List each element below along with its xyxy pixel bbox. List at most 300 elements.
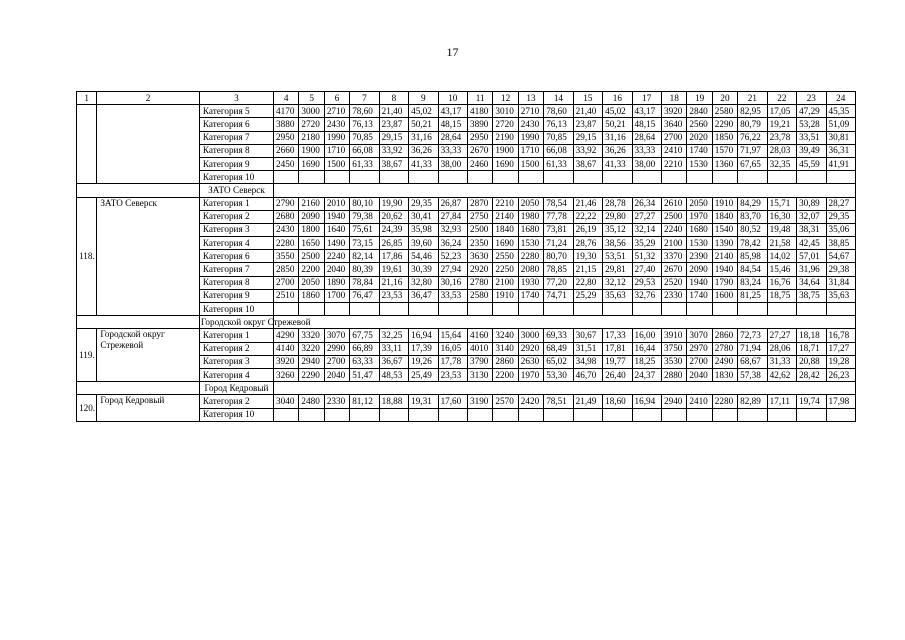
value-cell: 28,42 (797, 368, 826, 381)
value-cell: 2040 (324, 368, 349, 381)
value-cell: 2940 (299, 355, 324, 368)
section-row (77, 316, 856, 329)
value-cell (687, 171, 712, 184)
value-cell: 34,98 (573, 355, 602, 368)
value-cell: 30,16 (438, 276, 467, 289)
value-cell: 35,29 (632, 237, 661, 250)
value-cell: 17,11 (767, 395, 796, 408)
column-header: 12 (493, 92, 518, 105)
value-cell: 76,13 (544, 118, 573, 131)
value-cell: 1490 (324, 237, 349, 250)
value-cell: 43,17 (438, 105, 467, 118)
value-cell: 17,86 (379, 250, 408, 263)
value-cell: 2710 (518, 105, 543, 118)
value-cell: 2190 (493, 131, 518, 144)
value-cell: 19,77 (603, 355, 632, 368)
value-cell: 32,12 (603, 276, 632, 289)
value-cell: 71,97 (738, 144, 767, 157)
value-cell: 2790 (274, 197, 299, 210)
value-cell: 63,33 (350, 355, 379, 368)
value-cell: 2290 (712, 118, 737, 131)
value-cell: 23,53 (379, 289, 408, 302)
value-cell: 53,51 (603, 250, 632, 263)
value-cell: 17,33 (603, 329, 632, 342)
value-cell: 2660 (274, 144, 299, 157)
column-header: 18 (662, 92, 687, 105)
value-cell: 2350 (468, 237, 493, 250)
value-cell: 54,67 (826, 250, 855, 263)
value-cell (518, 303, 543, 316)
value-cell: 2680 (274, 210, 299, 223)
value-cell: 18,60 (603, 395, 632, 408)
value-cell (274, 408, 299, 421)
value-cell: 15,64 (438, 329, 467, 342)
value-cell: 81,12 (350, 395, 379, 408)
value-cell: 66,08 (544, 144, 573, 157)
value-cell: 70,85 (544, 131, 573, 144)
category-label: Категория 8 (199, 276, 273, 289)
column-header: 3 (199, 92, 273, 105)
value-cell (767, 171, 796, 184)
column-header: 17 (632, 92, 661, 105)
value-cell: 2330 (662, 289, 687, 302)
value-cell: 31,51 (573, 342, 602, 355)
value-cell (544, 408, 573, 421)
value-cell: 2240 (662, 223, 687, 236)
section-spacer (77, 316, 200, 329)
column-header: 6 (324, 92, 349, 105)
value-cell: 21,49 (573, 395, 602, 408)
value-cell: 3000 (518, 329, 543, 342)
value-cell (299, 408, 324, 421)
value-cell (274, 171, 299, 184)
value-cell: 1930 (518, 276, 543, 289)
value-cell: 4180 (468, 105, 493, 118)
value-cell: 30,81 (826, 131, 855, 144)
value-cell: 35,12 (603, 223, 632, 236)
value-cell: 1570 (712, 144, 737, 157)
value-cell: 1740 (518, 289, 543, 302)
value-cell: 2670 (468, 144, 493, 157)
value-cell (797, 408, 826, 421)
value-cell: 78,60 (544, 105, 573, 118)
value-cell: 28,64 (632, 131, 661, 144)
column-header: 10 (438, 92, 467, 105)
table-row (77, 329, 856, 342)
value-cell: 16,30 (767, 210, 796, 223)
value-cell (324, 408, 349, 421)
value-cell: 3260 (274, 368, 299, 381)
value-cell: 48,53 (379, 368, 408, 381)
value-cell: 38,67 (573, 157, 602, 170)
value-cell (493, 171, 518, 184)
value-cell: 3890 (468, 118, 493, 131)
value-cell: 41,33 (603, 157, 632, 170)
value-cell: 2580 (712, 105, 737, 118)
category-label: Категория 1 (199, 197, 273, 210)
value-cell: 31,16 (603, 131, 632, 144)
value-cell: 1540 (712, 223, 737, 236)
value-cell (544, 171, 573, 184)
value-cell: 2700 (324, 355, 349, 368)
value-cell (712, 303, 737, 316)
value-cell (603, 303, 632, 316)
value-cell: 26,34 (632, 197, 661, 210)
value-cell: 2050 (518, 197, 543, 210)
row-number: 118. (77, 197, 97, 316)
data-table (76, 91, 856, 422)
value-cell: 2410 (662, 144, 687, 157)
value-cell: 2450 (274, 157, 299, 170)
value-cell: 51,32 (632, 250, 661, 263)
value-cell (544, 303, 573, 316)
value-cell: 45,59 (797, 157, 826, 170)
value-cell (767, 303, 796, 316)
row-number: 120. (77, 395, 97, 421)
value-cell: 2050 (299, 276, 324, 289)
section-spacer (274, 184, 856, 197)
value-cell: 1530 (687, 237, 712, 250)
value-cell: 2750 (468, 210, 493, 223)
value-cell: 45,02 (409, 105, 438, 118)
value-cell: 31,16 (409, 131, 438, 144)
value-cell: 78,84 (350, 276, 379, 289)
value-cell: 19,26 (409, 355, 438, 368)
value-cell: 38,75 (797, 289, 826, 302)
municipality-name: Город Кедровый (97, 395, 200, 421)
value-cell: 1910 (493, 289, 518, 302)
value-cell (468, 171, 493, 184)
value-cell: 3220 (299, 342, 324, 355)
value-cell: 68,49 (544, 342, 573, 355)
value-cell: 3070 (324, 329, 349, 342)
value-cell: 69,33 (544, 329, 573, 342)
value-cell: 2710 (324, 105, 349, 118)
value-cell (632, 171, 661, 184)
section-title: ЗАТО Северск (199, 184, 273, 197)
category-label: Категория 2 (199, 210, 273, 223)
row-number: 119. (77, 329, 97, 382)
value-cell: 1910 (712, 197, 737, 210)
value-cell: 1530 (518, 237, 543, 250)
value-cell: 41,91 (826, 157, 855, 170)
value-cell: 27,27 (632, 210, 661, 223)
value-cell (493, 408, 518, 421)
value-cell: 2280 (518, 250, 543, 263)
value-cell: 83,24 (738, 276, 767, 289)
value-cell: 35,06 (826, 223, 855, 236)
value-cell: 26,19 (573, 223, 602, 236)
value-cell (274, 303, 299, 316)
value-cell: 28,76 (573, 237, 602, 250)
value-cell: 1940 (712, 263, 737, 276)
value-cell: 4160 (468, 329, 493, 342)
value-cell: 1990 (518, 131, 543, 144)
value-cell: 2970 (687, 342, 712, 355)
category-label: Категория 3 (199, 223, 273, 236)
value-cell (662, 171, 687, 184)
value-cell: 80,39 (350, 263, 379, 276)
value-cell: 3630 (468, 250, 493, 263)
value-cell: 61,33 (544, 157, 573, 170)
value-cell (826, 303, 855, 316)
value-cell: 1800 (299, 223, 324, 236)
value-cell: 3370 (662, 250, 687, 263)
value-cell: 32,35 (767, 157, 796, 170)
value-cell: 17,05 (767, 105, 796, 118)
value-cell: 19,48 (767, 223, 796, 236)
value-cell (712, 171, 737, 184)
value-cell: 33,11 (379, 342, 408, 355)
column-header: 19 (687, 92, 712, 105)
value-cell: 25,49 (409, 368, 438, 381)
value-cell: 18,25 (632, 355, 661, 368)
value-cell: 2140 (712, 250, 737, 263)
value-cell: 3000 (299, 105, 324, 118)
column-header: 23 (797, 92, 826, 105)
value-cell: 73,81 (544, 223, 573, 236)
table-header-row (77, 92, 856, 105)
value-cell (350, 408, 379, 421)
value-cell: 31,96 (797, 263, 826, 276)
value-cell: 80,79 (738, 118, 767, 131)
value-cell: 3130 (468, 368, 493, 381)
value-cell: 26,85 (379, 237, 408, 250)
value-cell: 15,71 (767, 197, 796, 210)
value-cell: 20,62 (379, 210, 408, 223)
value-cell: 28,03 (767, 144, 796, 157)
value-cell: 2430 (518, 118, 543, 131)
value-cell (518, 171, 543, 184)
value-cell: 41,33 (409, 157, 438, 170)
value-cell: 2420 (518, 395, 543, 408)
municipality-name: ЗАТО Северск (97, 197, 200, 316)
value-cell: 2210 (662, 157, 687, 170)
value-cell: 4140 (274, 342, 299, 355)
value-cell: 33,92 (379, 144, 408, 157)
value-cell (350, 303, 379, 316)
value-cell (603, 408, 632, 421)
value-cell: 2100 (662, 237, 687, 250)
value-cell: 33,51 (797, 131, 826, 144)
value-cell: 3790 (468, 355, 493, 368)
page-number: 17 (446, 45, 459, 59)
value-cell: 4170 (274, 105, 299, 118)
value-cell (299, 171, 324, 184)
value-cell: 16,76 (767, 276, 796, 289)
value-cell: 84,29 (738, 197, 767, 210)
value-cell: 76,47 (350, 289, 379, 302)
value-cell: 48,15 (438, 118, 467, 131)
value-cell: 2610 (662, 197, 687, 210)
value-cell: 33,33 (632, 144, 661, 157)
table-row (77, 395, 856, 408)
column-header: 4 (274, 92, 299, 105)
row-number (77, 105, 97, 184)
value-cell (632, 408, 661, 421)
value-cell: 30,89 (797, 197, 826, 210)
section-row (77, 184, 856, 197)
value-cell: 71,24 (544, 237, 573, 250)
value-cell: 2990 (324, 342, 349, 355)
value-cell: 2950 (274, 131, 299, 144)
value-cell: 66,08 (350, 144, 379, 157)
value-cell (662, 303, 687, 316)
value-cell (409, 303, 438, 316)
value-cell: 2940 (662, 395, 687, 408)
value-cell: 2140 (493, 210, 518, 223)
value-cell: 3910 (662, 329, 687, 342)
category-label: Категория 9 (199, 289, 273, 302)
value-cell (379, 408, 408, 421)
value-cell (379, 303, 408, 316)
value-cell: 76,13 (350, 118, 379, 131)
value-cell: 70,85 (350, 131, 379, 144)
value-cell: 24,37 (632, 368, 661, 381)
value-cell (379, 171, 408, 184)
value-cell: 74,71 (544, 289, 573, 302)
value-cell: 16,94 (632, 395, 661, 408)
value-cell (738, 408, 767, 421)
value-cell: 1390 (712, 237, 737, 250)
value-cell: 1680 (518, 223, 543, 236)
value-cell: 45,35 (826, 105, 855, 118)
value-cell: 23,87 (573, 118, 602, 131)
value-cell (573, 171, 602, 184)
value-cell: 2250 (493, 263, 518, 276)
value-cell: 2840 (687, 105, 712, 118)
category-label: Категория 7 (199, 131, 273, 144)
value-cell: 27,27 (767, 329, 796, 342)
value-cell: 29,35 (826, 210, 855, 223)
value-cell: 1860 (299, 289, 324, 302)
value-cell: 38,31 (797, 223, 826, 236)
value-cell: 2240 (324, 250, 349, 263)
value-cell: 1530 (687, 157, 712, 170)
value-cell: 53,30 (544, 368, 573, 381)
value-cell: 2870 (468, 197, 493, 210)
value-cell: 30,67 (573, 329, 602, 342)
value-cell: 30,39 (409, 263, 438, 276)
value-cell (797, 171, 826, 184)
value-cell: 20,88 (797, 355, 826, 368)
value-cell: 4010 (468, 342, 493, 355)
value-cell: 42,45 (797, 237, 826, 250)
value-cell: 31,33 (767, 355, 796, 368)
value-cell: 1650 (299, 237, 324, 250)
value-cell: 1740 (687, 289, 712, 302)
value-cell: 1830 (712, 368, 737, 381)
section-spacer (77, 382, 200, 395)
value-cell: 23,78 (767, 131, 796, 144)
value-cell: 24,39 (379, 223, 408, 236)
value-cell: 2780 (712, 342, 737, 355)
column-header: 15 (573, 92, 602, 105)
value-cell: 2080 (518, 263, 543, 276)
value-cell: 79,38 (350, 210, 379, 223)
value-cell: 2880 (662, 368, 687, 381)
value-cell: 1690 (493, 157, 518, 170)
value-cell: 2700 (687, 355, 712, 368)
value-cell: 78,60 (350, 105, 379, 118)
value-cell: 1740 (687, 144, 712, 157)
value-cell: 2410 (687, 395, 712, 408)
value-cell: 31,84 (826, 276, 855, 289)
value-cell: 33,92 (573, 144, 602, 157)
value-cell: 2850 (274, 263, 299, 276)
value-cell: 36,67 (379, 355, 408, 368)
value-cell: 28,64 (438, 131, 467, 144)
value-cell (299, 303, 324, 316)
value-cell: 2630 (518, 355, 543, 368)
category-label: Категория 6 (199, 118, 273, 131)
value-cell: 18,75 (767, 289, 796, 302)
value-cell: 39,60 (409, 237, 438, 250)
value-cell (797, 303, 826, 316)
value-cell (438, 408, 467, 421)
value-cell: 38,00 (632, 157, 661, 170)
value-cell: 1850 (712, 131, 737, 144)
value-cell (409, 408, 438, 421)
value-cell: 47,29 (797, 105, 826, 118)
column-header: 16 (603, 92, 632, 105)
value-cell: 2500 (468, 223, 493, 236)
value-cell: 1940 (687, 276, 712, 289)
section-spacer (77, 184, 200, 197)
value-cell: 51,09 (826, 118, 855, 131)
category-label: Категория 7 (199, 263, 273, 276)
value-cell: 46,70 (573, 368, 602, 381)
column-header: 8 (379, 92, 408, 105)
value-cell (324, 171, 349, 184)
value-cell: 35,63 (603, 289, 632, 302)
section-title: Городской округ Стрежевой (199, 316, 273, 329)
value-cell: 32,76 (632, 289, 661, 302)
category-label: Категория 5 (199, 105, 273, 118)
value-cell (767, 408, 796, 421)
value-cell: 21,15 (573, 263, 602, 276)
value-cell: 21,16 (379, 276, 408, 289)
category-label: Категория 8 (199, 144, 273, 157)
value-cell: 19,28 (826, 355, 855, 368)
value-cell: 33,53 (438, 289, 467, 302)
value-cell: 1690 (299, 157, 324, 170)
value-cell: 2390 (687, 250, 712, 263)
value-cell: 29,15 (379, 131, 408, 144)
municipality-name: Городской округ Стрежевой (97, 329, 200, 382)
value-cell (687, 303, 712, 316)
value-cell: 28,06 (767, 342, 796, 355)
value-cell: 19,21 (767, 118, 796, 131)
value-cell: 32,25 (379, 329, 408, 342)
value-cell (438, 171, 467, 184)
value-cell: 72,73 (738, 329, 767, 342)
value-cell (632, 303, 661, 316)
value-cell: 32,80 (409, 276, 438, 289)
value-cell: 2200 (493, 368, 518, 381)
value-cell: 1680 (687, 223, 712, 236)
value-cell: 65,02 (544, 355, 573, 368)
value-cell: 85,98 (738, 250, 767, 263)
value-cell: 2500 (299, 250, 324, 263)
value-cell: 3550 (274, 250, 299, 263)
value-cell: 32,14 (632, 223, 661, 236)
value-cell: 1690 (493, 237, 518, 250)
value-cell: 66,89 (350, 342, 379, 355)
column-header: 21 (738, 92, 767, 105)
category-label: Категория 10 (199, 408, 273, 421)
value-cell (409, 171, 438, 184)
